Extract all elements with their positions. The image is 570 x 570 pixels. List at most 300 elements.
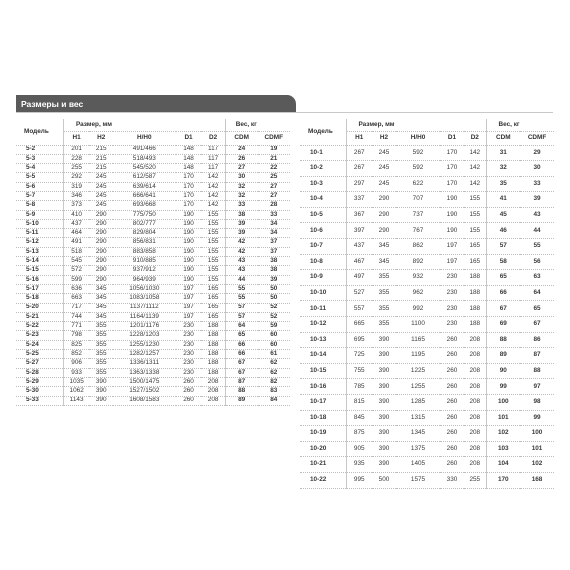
d1-cell: 148 (176, 154, 202, 163)
hh0-cell: 932 (396, 270, 440, 286)
model-cell: 5-20 (16, 303, 63, 312)
table-row (16, 396, 290, 405)
h1-cell: 798 (63, 331, 89, 340)
hh0-cell: 992 (396, 301, 440, 317)
d2-cell: 155 (201, 219, 225, 228)
h2-cell: 390 (372, 379, 396, 395)
hh0-cell: 964/939 (113, 275, 176, 284)
d1-cell: 170 (176, 182, 202, 191)
d1-cell: 230 (440, 301, 464, 317)
d2-cell: 188 (464, 317, 486, 333)
table-row (16, 173, 290, 182)
h1-cell: 410 (63, 210, 89, 219)
cdm-weight-cell: 66 (225, 350, 257, 359)
cdm-weight-cell: 67 (486, 301, 520, 317)
h2-cell: 355 (89, 340, 113, 349)
cdmf-weight-cell: 30 (520, 161, 554, 177)
cdm-weight-cell: 41 (486, 192, 520, 208)
hh0-cell: 1100 (396, 317, 440, 333)
model-cell: 5-29 (16, 377, 63, 386)
cdm-weight-cell: 42 (225, 247, 257, 256)
h2-cell: 245 (89, 173, 113, 182)
d1-cell: 197 (176, 303, 202, 312)
h1-cell: 497 (346, 270, 372, 286)
cdm-weight-cell: 102 (486, 426, 520, 442)
d2-cell: 155 (464, 223, 486, 239)
d2-cell: 208 (464, 457, 486, 473)
h2-cell: 345 (89, 303, 113, 312)
model-cell: 10-6 (300, 223, 346, 239)
cdmf-weight-cell: 52 (258, 303, 290, 312)
model-cell: 5-6 (16, 182, 63, 191)
cdmf-column-header: CDMF (258, 131, 290, 145)
table-gap (290, 348, 300, 364)
cdmf-weight-cell: 84 (258, 396, 290, 405)
cdmf-weight-cell: 33 (258, 210, 290, 219)
d2-cell: 208 (464, 410, 486, 426)
table-row (290, 207, 554, 223)
cdm-weight-cell: 90 (486, 363, 520, 379)
cdmf-weight-cell: 98 (520, 395, 554, 411)
d2-cell: 155 (464, 207, 486, 223)
table-row (16, 312, 290, 321)
cdmf-weight-cell: 97 (520, 379, 554, 395)
h2-cell: 355 (89, 322, 113, 331)
hh0-cell: 1375 (396, 441, 440, 457)
hh0-cell: 592 (396, 161, 440, 177)
h2-cell: 390 (372, 363, 396, 379)
cdmf-weight-cell: 65 (520, 301, 554, 317)
d2-cell: 117 (201, 154, 225, 163)
cdmf-weight-cell: 28 (258, 201, 290, 210)
model-cell: 5-7 (16, 191, 63, 200)
table-row (16, 238, 290, 247)
table-row (16, 284, 290, 293)
d2-cell: 188 (464, 285, 486, 301)
cdm-weight-cell: 30 (225, 173, 257, 182)
h2-cell: 390 (89, 377, 113, 386)
d2-cell: 165 (201, 284, 225, 293)
hh0-cell: 1255/1230 (113, 340, 176, 349)
h1-cell: 875 (346, 426, 372, 442)
hh0-cell: 1225 (396, 363, 440, 379)
cdmf-weight-cell: 86 (520, 332, 554, 348)
d1-cell: 260 (440, 332, 464, 348)
model-cell: 10-19 (300, 426, 346, 442)
model-cell: 5-12 (16, 238, 63, 247)
d2-cell: 208 (464, 348, 486, 364)
d2-cell: 142 (201, 173, 225, 182)
d1-cell: 170 (440, 161, 464, 177)
table-row (290, 457, 554, 473)
hh0-cell: 737 (396, 207, 440, 223)
dimensions-table-5-series (16, 119, 290, 406)
h1-cell: 1035 (63, 377, 89, 386)
cdm-weight-cell: 89 (225, 396, 257, 405)
h2-cell: 355 (372, 317, 396, 333)
weight-group-header: Вес, кг (225, 119, 290, 131)
hh0-cell: 639/614 (113, 182, 176, 191)
d2-cell: 208 (464, 395, 486, 411)
d2-column-header: D2 (201, 131, 225, 145)
d1-cell: 330 (440, 472, 464, 488)
h2-cell: 215 (89, 145, 113, 154)
hh0-cell: 612/587 (113, 173, 176, 182)
h1-cell: 367 (346, 207, 372, 223)
table-row (16, 219, 290, 228)
model-cell: 5-23 (16, 331, 63, 340)
cdm-weight-cell: 66 (486, 285, 520, 301)
h1-cell: 228 (63, 154, 89, 163)
d1-cell: 260 (176, 396, 202, 405)
h1-cell: 935 (346, 457, 372, 473)
table-row (16, 359, 290, 368)
model-cell: 10-9 (300, 270, 346, 286)
table-row (290, 192, 554, 208)
table-row (16, 294, 290, 303)
cdm-weight-cell: 33 (225, 201, 257, 210)
h1-cell: 267 (346, 161, 372, 177)
d2-cell: 188 (201, 359, 225, 368)
table-row (290, 426, 554, 442)
hh0-cell: 1195 (396, 348, 440, 364)
section-title: Размеры и вес (21, 99, 84, 109)
h2-cell: 290 (89, 229, 113, 238)
cdmf-weight-cell: 39 (520, 192, 554, 208)
cdm-weight-cell: 42 (225, 238, 257, 247)
hh0-cell: 1285 (396, 395, 440, 411)
table-row (290, 395, 554, 411)
model-cell: 10-12 (300, 317, 346, 333)
cdmf-weight-cell: 37 (258, 247, 290, 256)
hh0-cell: 1315 (396, 410, 440, 426)
h1-cell: 1062 (63, 387, 89, 396)
h1-column-header: H1 (346, 131, 372, 145)
h2-cell: 390 (372, 457, 396, 473)
cdm-column-header: CDM (486, 131, 520, 145)
hh0-cell: 1608/1583 (113, 396, 176, 405)
cdm-weight-cell: 65 (225, 331, 257, 340)
hh0-cell: 775/750 (113, 210, 176, 219)
model-cell: 5-30 (16, 387, 63, 396)
d2-cell: 165 (201, 294, 225, 303)
table-gap (290, 285, 300, 301)
h2-cell: 390 (372, 332, 396, 348)
cdm-weight-cell: 87 (225, 377, 257, 386)
h1-cell: 545 (63, 257, 89, 266)
table-gap (290, 332, 300, 348)
hh0-cell: 1345 (396, 426, 440, 442)
d2-cell: 155 (464, 192, 486, 208)
table-gap (290, 239, 300, 255)
table-row (16, 368, 290, 377)
model-cell: 5-27 (16, 359, 63, 368)
h2-cell: 290 (89, 210, 113, 219)
d1-cell: 190 (176, 210, 202, 219)
h1-cell: 267 (346, 145, 372, 161)
d1-cell: 230 (440, 317, 464, 333)
hh0-cell: 910/885 (113, 257, 176, 266)
hh0-cell: 622 (396, 176, 440, 192)
d1-cell: 230 (176, 359, 202, 368)
model-cell: 5-28 (16, 368, 63, 377)
d1-cell: 260 (440, 379, 464, 395)
cdmf-weight-cell: 50 (258, 294, 290, 303)
table-gap (290, 192, 300, 208)
h2-cell: 355 (89, 350, 113, 359)
cdm-weight-cell: 64 (225, 322, 257, 331)
table-row (16, 377, 290, 386)
h1-cell: 717 (63, 303, 89, 312)
model-cell: 5-24 (16, 340, 63, 349)
section-divider (16, 112, 553, 113)
table-row (16, 247, 290, 256)
table-gap (290, 270, 300, 286)
cdm-weight-cell: 99 (486, 379, 520, 395)
h1-cell: 771 (63, 322, 89, 331)
d2-cell: 208 (464, 363, 486, 379)
h1-cell: 201 (63, 145, 89, 154)
h2-cell: 245 (372, 145, 396, 161)
d1-cell: 190 (176, 229, 202, 238)
d1-cell: 230 (176, 322, 202, 331)
cdm-weight-cell: 88 (225, 387, 257, 396)
h2-cell: 355 (372, 285, 396, 301)
d2-cell: 188 (464, 301, 486, 317)
h1-cell: 665 (346, 317, 372, 333)
hh0-cell: 1165 (396, 332, 440, 348)
cdm-weight-cell: 55 (225, 284, 257, 293)
h2-cell: 245 (372, 161, 396, 177)
d1-cell: 170 (176, 173, 202, 182)
h1-cell: 933 (63, 368, 89, 377)
table-row (16, 331, 290, 340)
table-row (290, 441, 554, 457)
cdmf-column-header: CDMF (520, 131, 554, 145)
table-gap (290, 410, 300, 426)
table-gap (290, 207, 300, 223)
table-row (16, 322, 290, 331)
cdmf-weight-cell: 101 (520, 441, 554, 457)
right-table-body (290, 145, 554, 488)
model-cell: 5-9 (16, 210, 63, 219)
d2-cell: 142 (464, 145, 486, 161)
h2-cell: 290 (372, 207, 396, 223)
model-cell: 10-16 (300, 379, 346, 395)
d1-cell: 190 (176, 266, 202, 275)
cdm-weight-cell: 67 (225, 368, 257, 377)
table-gap (290, 254, 300, 270)
hh0-cell: 802/777 (113, 219, 176, 228)
hh0-cell: 1500/1475 (113, 377, 176, 386)
model-cell: 5-25 (16, 350, 63, 359)
d2-cell: 208 (201, 387, 225, 396)
table-gap (290, 161, 300, 177)
h2-cell: 355 (89, 359, 113, 368)
h1-cell: 337 (346, 192, 372, 208)
cdmf-weight-cell: 38 (258, 257, 290, 266)
hh0-column-header: H/H0 (396, 131, 440, 145)
h1-cell: 437 (346, 239, 372, 255)
cdmf-weight-cell: 168 (520, 472, 554, 488)
table-gap (290, 145, 300, 161)
cdm-weight-cell: 170 (486, 472, 520, 488)
section-header-bar (16, 95, 296, 113)
cdmf-weight-cell: 50 (258, 284, 290, 293)
d2-cell: 208 (464, 379, 486, 395)
h2-cell: 390 (372, 410, 396, 426)
cdm-weight-cell: 57 (225, 312, 257, 321)
table-row (290, 223, 554, 239)
d2-cell: 117 (201, 145, 225, 154)
h1-cell: 636 (63, 284, 89, 293)
h1-cell: 467 (346, 254, 372, 270)
model-cell: 5-8 (16, 201, 63, 210)
cdmf-weight-cell: 29 (520, 145, 554, 161)
model-cell: 10-3 (300, 176, 346, 192)
cdm-weight-cell: 46 (486, 223, 520, 239)
h2-cell: 390 (89, 387, 113, 396)
cdm-weight-cell: 104 (486, 457, 520, 473)
table-gap (290, 395, 300, 411)
h1-cell: 527 (346, 285, 372, 301)
h1-cell: 464 (63, 229, 89, 238)
d1-cell: 197 (176, 284, 202, 293)
d2-cell: 155 (201, 210, 225, 219)
cdmf-weight-cell: 21 (258, 154, 290, 163)
dimensions-group-header: Размер, мм (346, 119, 486, 131)
model-cell: 5-10 (16, 219, 63, 228)
d2-cell: 188 (201, 340, 225, 349)
h2-cell: 290 (372, 223, 396, 239)
h1-cell: 397 (346, 223, 372, 239)
model-cell: 10-7 (300, 239, 346, 255)
cdm-weight-cell: 89 (486, 348, 520, 364)
d2-cell: 208 (464, 426, 486, 442)
h1-cell: 845 (346, 410, 372, 426)
h2-cell: 345 (372, 239, 396, 255)
model-cell: 10-20 (300, 441, 346, 457)
d1-cell: 190 (440, 207, 464, 223)
model-cell: 10-5 (300, 207, 346, 223)
cdmf-weight-cell: 61 (258, 350, 290, 359)
table-gap (290, 426, 300, 442)
h1-cell: 491 (63, 238, 89, 247)
d2-cell: 142 (464, 176, 486, 192)
cdmf-weight-cell: 37 (258, 238, 290, 247)
d1-cell: 197 (176, 312, 202, 321)
table-gap (290, 176, 300, 192)
h1-cell: 297 (346, 176, 372, 192)
d2-cell: 142 (464, 161, 486, 177)
hh0-cell: 1282/1257 (113, 350, 176, 359)
model-cell: 5-11 (16, 229, 63, 238)
cdmf-weight-cell: 55 (520, 239, 554, 255)
table-gap (290, 379, 300, 395)
table-row (290, 239, 554, 255)
cdmf-weight-cell: 44 (520, 223, 554, 239)
cdm-weight-cell: 32 (486, 161, 520, 177)
model-cell: 10-2 (300, 161, 346, 177)
table-row (290, 363, 554, 379)
d1-cell: 190 (176, 238, 202, 247)
d2-cell: 117 (201, 164, 225, 173)
hh0-cell: 862 (396, 239, 440, 255)
d1-cell: 197 (440, 239, 464, 255)
h2-cell: 390 (372, 426, 396, 442)
d2-cell: 142 (201, 191, 225, 200)
table-row (290, 301, 554, 317)
d2-cell: 155 (201, 229, 225, 238)
d1-cell: 260 (440, 348, 464, 364)
hh0-cell: 1527/1502 (113, 387, 176, 396)
hh0-cell: 1363/1338 (113, 368, 176, 377)
cdm-weight-cell: 101 (486, 410, 520, 426)
model-cell: 5-17 (16, 284, 63, 293)
table-gap (290, 317, 300, 333)
model-cell: 5-22 (16, 322, 63, 331)
cdmf-weight-cell: 62 (258, 359, 290, 368)
model-cell: 10-8 (300, 254, 346, 270)
d1-cell: 230 (440, 285, 464, 301)
h2-cell: 345 (89, 294, 113, 303)
d1-cell: 230 (176, 368, 202, 377)
d2-cell: 255 (464, 472, 486, 488)
d1-cell: 148 (176, 145, 202, 154)
cdm-column-header: CDM (225, 131, 257, 145)
cdm-weight-cell: 65 (486, 270, 520, 286)
cdm-weight-cell: 55 (225, 294, 257, 303)
cdm-weight-cell: 57 (225, 303, 257, 312)
table-row (16, 229, 290, 238)
table-gap (290, 363, 300, 379)
hh0-cell: 1575 (396, 472, 440, 488)
cdmf-weight-cell: 64 (520, 285, 554, 301)
hh0-cell: 1137/1112 (113, 303, 176, 312)
h2-column-header: H2 (372, 131, 396, 145)
h1-cell: 319 (63, 182, 89, 191)
hh0-cell: 856/831 (113, 238, 176, 247)
h2-cell: 355 (89, 331, 113, 340)
cdmf-weight-cell: 25 (258, 173, 290, 182)
model-cell: 10-1 (300, 145, 346, 161)
cdmf-weight-cell: 88 (520, 363, 554, 379)
cdmf-weight-cell: 83 (258, 387, 290, 396)
table-row (16, 350, 290, 359)
table-row (290, 410, 554, 426)
h2-cell: 290 (89, 257, 113, 266)
model-cell: 5-21 (16, 312, 63, 321)
cdmf-weight-cell: 43 (520, 207, 554, 223)
cdmf-weight-cell: 27 (258, 182, 290, 191)
table-row (16, 210, 290, 219)
hh0-cell: 1228/1203 (113, 331, 176, 340)
cdm-weight-cell: 67 (225, 359, 257, 368)
cdmf-weight-cell: 56 (520, 254, 554, 270)
cdmf-weight-cell: 33 (520, 176, 554, 192)
hh0-cell: 962 (396, 285, 440, 301)
model-cell: 10-4 (300, 192, 346, 208)
table-row (290, 317, 554, 333)
hh0-cell: 518/493 (113, 154, 176, 163)
model-cell: 5-33 (16, 396, 63, 405)
h1-cell: 725 (346, 348, 372, 364)
h1-cell: 755 (346, 363, 372, 379)
model-cell: 10-10 (300, 285, 346, 301)
h2-cell: 355 (89, 368, 113, 377)
h2-cell: 345 (89, 284, 113, 293)
h1-cell: 815 (346, 395, 372, 411)
